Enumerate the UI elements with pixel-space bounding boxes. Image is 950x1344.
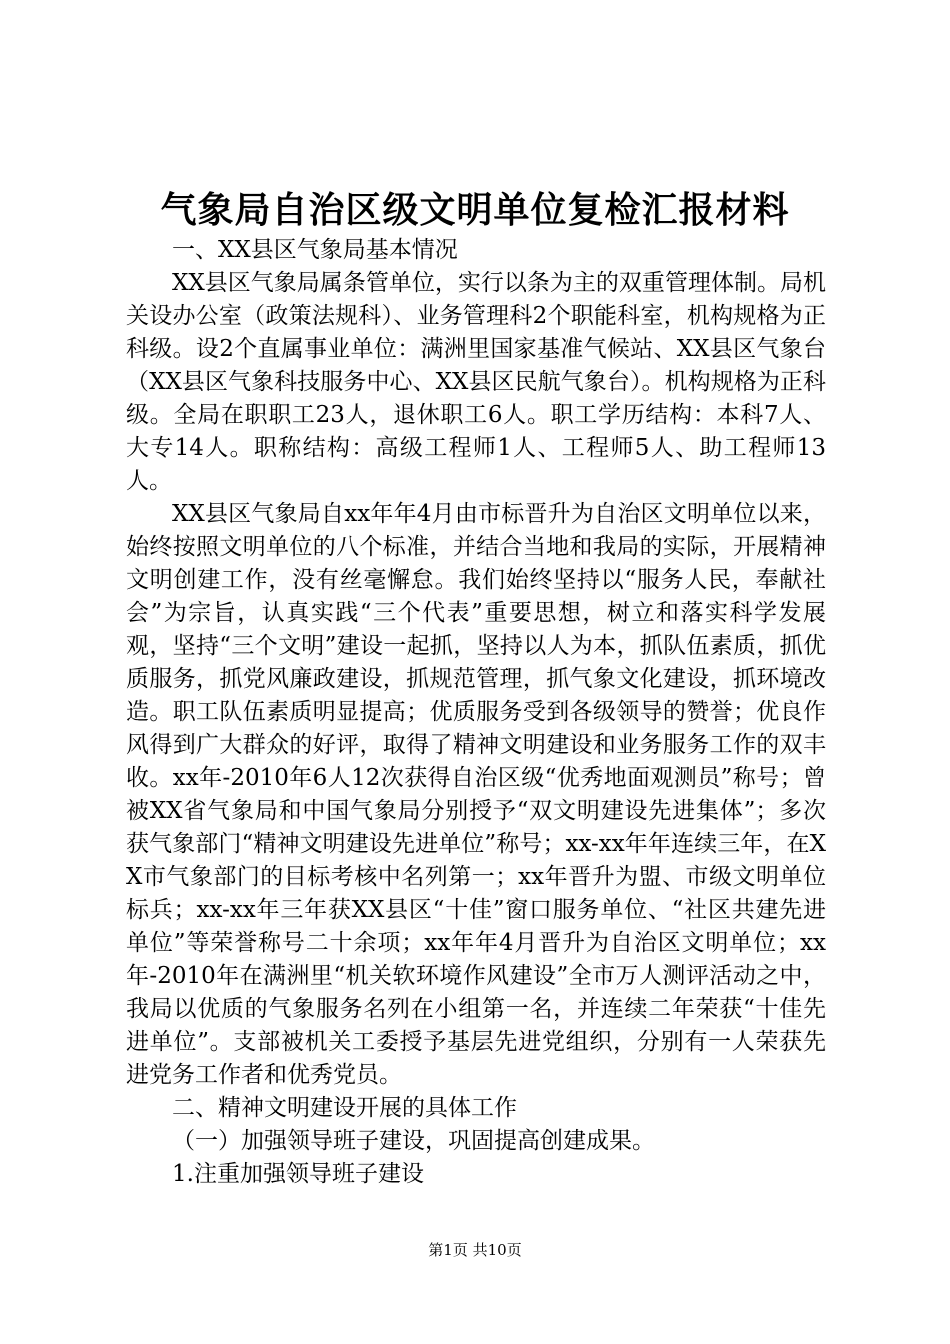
page-number-footer: 第1页 共10页	[428, 1241, 522, 1259]
document-title: 气象局自治区级文明单位复检汇报材料	[160, 189, 790, 231]
section-heading-2: 二、精神文明建设开展的具体工作	[172, 1095, 517, 1121]
section-heading-1: 一、XX县区气象局基本情况	[172, 237, 458, 263]
subsection-heading-1: （一）加强领导班子建设，巩固提高创建成果。	[172, 1128, 655, 1154]
paragraph-achievements: XX县区气象局自xx年年4月由市标晋升为自治区文明单位以来，始终按照文明单位的八个标准，并结合当地和我局的实际，开展精神文明创建工作，没有丝毫懈怠。我们始终坚持以“服务人民，奉献社会”为宗旨，认真实践“三个代表”重要思想，树立和落实科学发展观，坚持“三个文明”建设一起抓，坚持以人为本，抓队伍素质，抓优质服务，抓党风廉政建设，抓规范管理，抓气象文化建设，抓环境改造。职工队伍素质明显提高；优质服务受到各级领导的赞誉；优良作风得到广大群众的好评，取得了精神文明建设和业务服务工作的双丰收。xx年-2010年6人12次获得自治区级“优秀地面观测员”称号；曾被XX省气象局和中国气象局分别授予“双文明建设先进集体”；多次获气象部门“精神文明建设先进单位”称号；xx-xx年年连续三年，在XX市气象部门的目标考核中名列第一；xx年晋升为盟、市级文明单位标兵；xx-xx年三年获XX县区“十佳”窗口服务单位、“社区共建先进单位”等荣誉称号二十余项；xx年年4月晋升为自治区文明单位；xx年-2010年在满洲里“机关软环境作风建设”全市万人测评活动之中，我局以优质的气象服务名列在小组第一名，并连续二年荣获“十佳先进单位”。支部被机关工委授予基层先进党组织，分别有一人荣获先进党务工作者和优秀党员。	[126, 501, 826, 1088]
document-body	[126, 234, 826, 1191]
item-heading-1: 1.注重加强领导班子建设	[172, 1161, 424, 1187]
paragraph-basic-info: XX县区气象局属条管单位，实行以条为主的双重管理体制。局机关设办公室（政策法规科）、业务管理科2个职能科室，机构规格为正科级。设2个直属事业单位：满洲里国家基准气候站、XX县区气象台（XX县区气象科技服务中心、XX县区民航气象台）。机构规格为正科级。全局在职职工23人，退休职工6人。职工学历结构：本科7人、大专14人。职称结构：高级工程师1人、工程师5人、助工程师13人。	[126, 270, 826, 494]
